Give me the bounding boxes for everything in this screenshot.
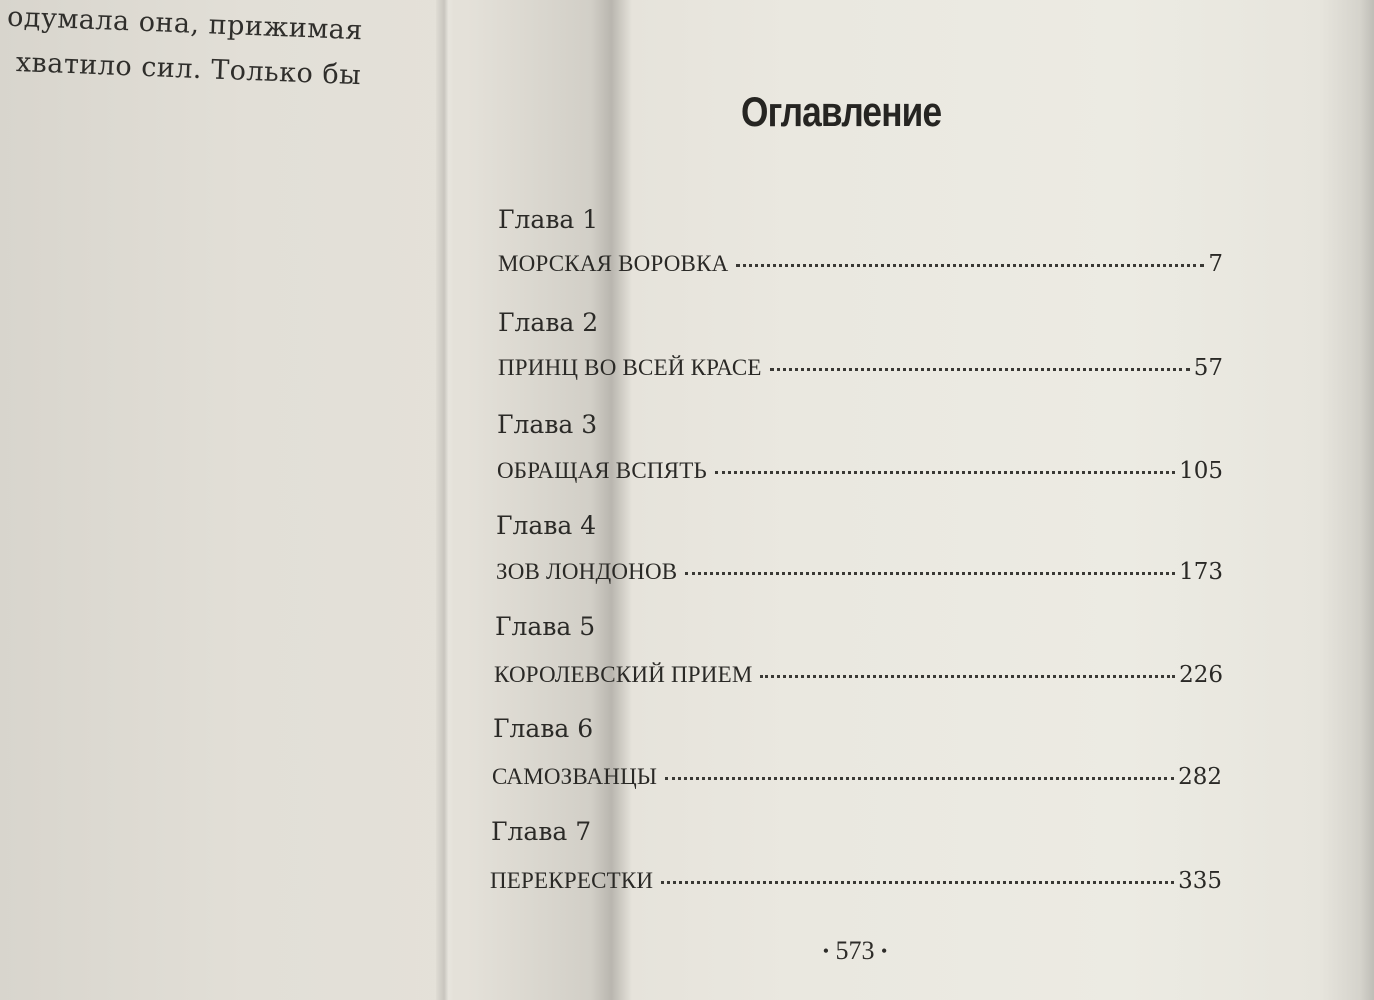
chapter-page-number: 282 [1178,764,1222,790]
toc-entry [498,355,1223,381]
left-page [0,0,445,1000]
page-folio [805,936,905,966]
table-of-contents [455,0,1360,1000]
chapter-title: МОРСКАЯ ВОРОВКА [498,251,729,276]
folio-bullet-right: • [881,941,888,961]
right-page [455,0,1360,1000]
chapter-title: ЗОВ ЛОНДОНОВ [496,559,678,584]
toc-heading: Оглавление [741,88,942,135]
chapter-page-number: 57 [1193,355,1223,381]
left-text-line: одумала она, прижимая [6,1,364,47]
left-text-line: хватило сил. Только бы [15,46,362,92]
chapter-title: ПЕРЕКРЕСТКИ [490,868,654,893]
toc-entry [494,662,1223,688]
chapter-title: ПРИНЦ ВО ВСЕЙ КРАСЕ [498,355,762,380]
chapter-label: Глава 3 [497,410,598,439]
chapter-page-number: 105 [1179,458,1223,484]
book-gutter [436,0,454,1000]
chapter-label: Глава 7 [491,817,592,846]
dot-leader [715,471,1175,474]
chapter-page-number: 7 [1208,251,1223,277]
chapter-page-number: 173 [1179,559,1223,585]
chapter-label: Глава 6 [493,714,594,743]
dot-leader [665,777,1174,780]
folio-bullet-left: • [822,941,829,961]
toc-entry [497,458,1223,484]
dot-leader [760,675,1175,678]
chapter-title: КОРОЛЕВСКИЙ ПРИЕМ [494,662,753,687]
left-page-text [0,0,372,99]
chapter-page-number: 226 [1179,662,1223,688]
dot-leader [661,881,1174,884]
folio-number: 573 [835,936,875,965]
chapter-label: Глава 5 [495,612,596,641]
chapter-label: Глава 4 [496,511,597,540]
chapter-page-number: 335 [1178,868,1222,894]
chapter-title: ОБРАЩАЯ ВСПЯТЬ [497,458,707,483]
chapter-title: САМОЗВАНЦЫ [492,764,658,789]
toc-entry [492,764,1222,790]
toc-entry [498,251,1223,277]
dot-leader [685,572,1175,575]
dot-leader [736,264,1204,267]
page-edge-shadow [1360,0,1374,1000]
toc-entry [496,559,1223,585]
dot-leader [770,368,1190,371]
toc-entry [490,868,1222,894]
chapter-label: Глава 1 [498,205,599,234]
chapter-label: Глава 2 [498,308,599,337]
